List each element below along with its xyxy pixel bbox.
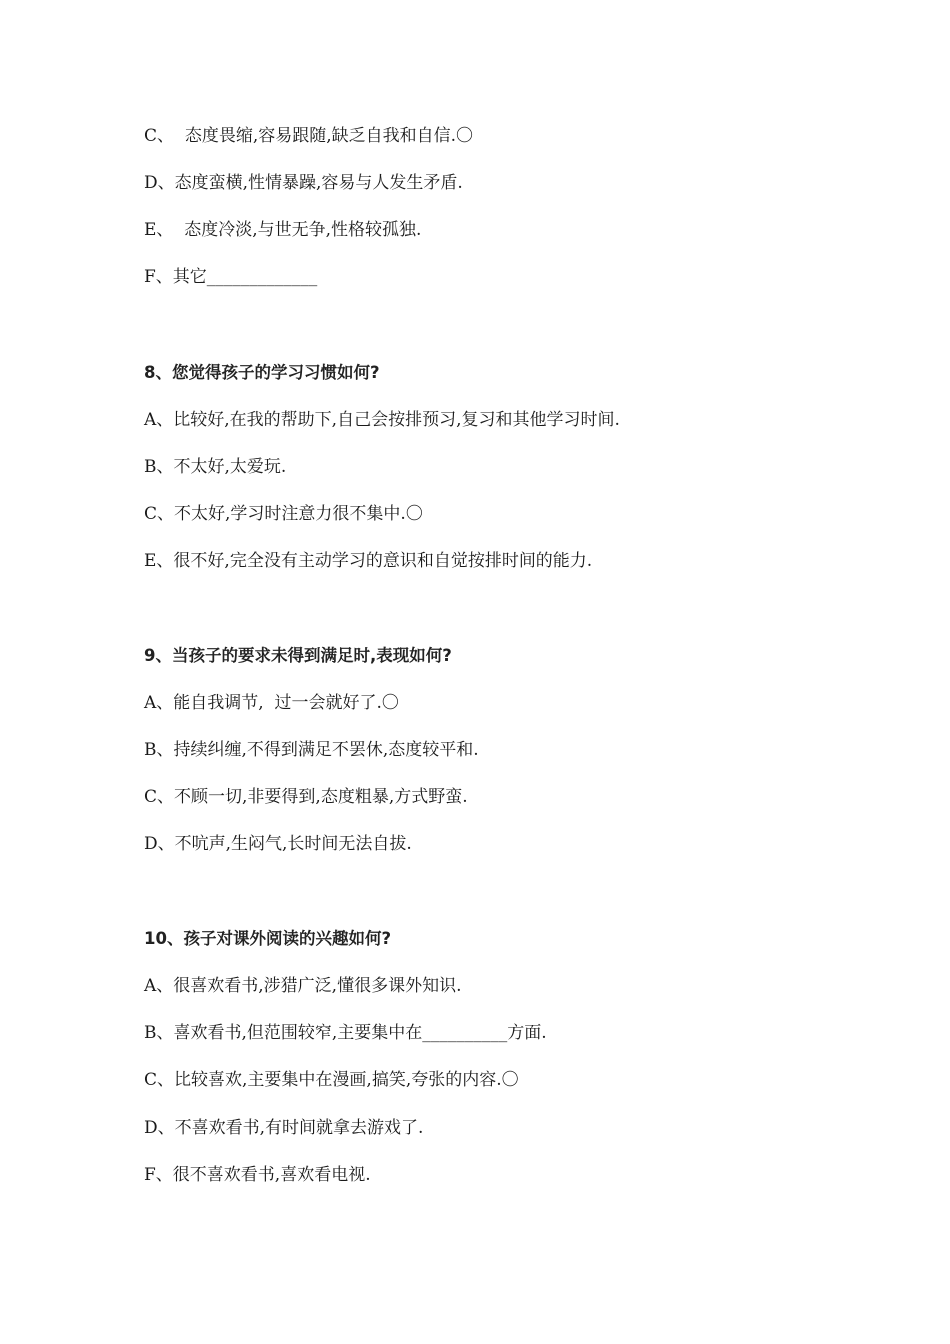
option-f-prev: F、其它_____________: [144, 267, 318, 287]
q8-option-e: E、很不好,完全没有主动学习的意识和自觉按排时间的能力.: [144, 551, 593, 571]
q10-option-c: C、比较喜欢,主要集中在漫画,搞笑,夸张的内容.〇: [144, 1070, 519, 1090]
option-e-prev: E、 态度冷淡,与世无争,性格较孤独.: [144, 220, 422, 240]
q8-option-c: C、不太好,学习时注意力很不集中.〇: [144, 504, 423, 524]
q9-option-c: C、不顾一切,非要得到,态度粗暴,方式野蛮.: [144, 787, 468, 807]
q9-option-b: B、持续纠缠,不得到满足不罢休,态度较平和.: [144, 740, 479, 760]
question-9: 9、当孩子的要求未得到满足时,表现如何?: [144, 646, 452, 665]
q10-option-d: D、不喜欢看书,有时间就拿去游戏了.: [144, 1118, 424, 1138]
option-d-prev: D、态度蛮横,性情暴躁,容易与人发生矛盾.: [144, 173, 463, 193]
q10-option-f: F、很不喜欢看书,喜欢看电视.: [144, 1165, 371, 1185]
option-c-prev: C、 态度畏缩,容易跟随,缺乏自我和自信.〇: [144, 126, 474, 146]
q8-option-b: B、不太好,太爱玩.: [144, 457, 287, 477]
q10-option-b: B、喜欢看书,但范围较窄,主要集中在__________方面.: [144, 1023, 547, 1043]
q9-option-d: D、不吭声,生闷气,长时间无法自拔.: [144, 834, 412, 854]
q10-option-a: A、很喜欢看书,涉猎广泛,懂很多课外知识.: [144, 976, 462, 996]
question-8: 8、您觉得孩子的学习习惯如何?: [144, 363, 380, 382]
q9-option-a: A、能自我调节, 过一会就好了.〇: [144, 693, 399, 713]
question-10: 10、孩子对课外阅读的兴趣如何?: [144, 929, 392, 948]
q8-option-a: A、比较好,在我的帮助下,自己会按排预习,复习和其他学习时间.: [144, 410, 620, 430]
